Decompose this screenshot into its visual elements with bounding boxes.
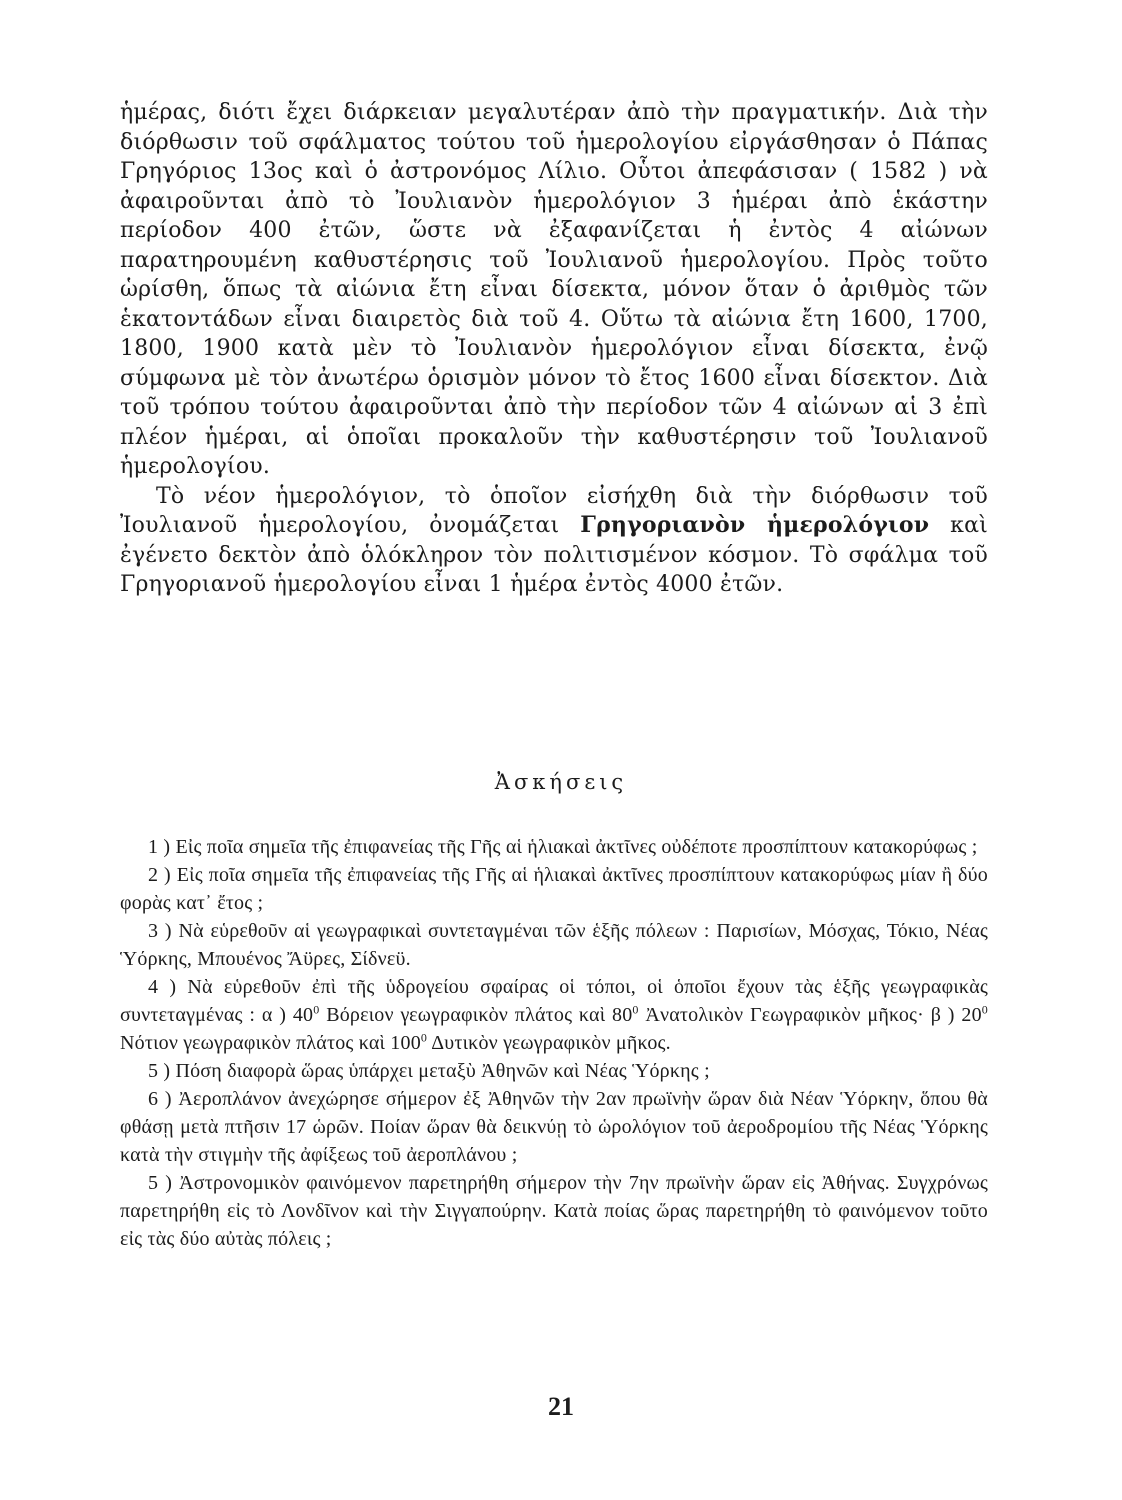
main-text <box>120 98 988 600</box>
exercises-list <box>120 833 988 1253</box>
exercise-item: 5 ) Πόση διαφορὰ ὥρας ὑπάρχει μεταξὺ Ἀθηνῶν καὶ Νέας Ὑόρκης ; <box>148 1060 710 1082</box>
exercise-text: Ἀνατολικὸν Γεωγραφικὸν μῆκος· β ) 20 <box>638 1004 982 1026</box>
degree-sign: 0 <box>420 1030 428 1045</box>
exercise-item: 6 ) Ἀεροπλάνον ἀνεχώρησε σήμερον ἐξ Ἀθηνῶν τὴν 2αν πρωϊνὴν ὥραν διὰ Νέαν Ὑόρκην, ὅπου θὰ φθάσῃ μετὰ πτῆσιν 17 ὡρῶν. Ποίαν ὥραν θὰ δεικνύῃ τὸ ὡρολόγιον τοῦ ἀεροδρομίου τῆς Νέας Ὑόρκης κατὰ τὴν στιγμὴν τῆς ἀφίξεως τοῦ ἀεροπλάνου ; <box>120 1088 988 1166</box>
exercise-text: Βόρειον γεωγραφικὸν πλάτος καὶ 80 <box>319 1004 633 1026</box>
exercise-text: 4 ) Νὰ εὑρεθοῦν ἐπὶ τῆς ὑδρογείου σφαίρας οἱ τόποι, οἱ ὁποῖοι ἔχουν τὰς ἑξῆς γεωγραφικὰς συντεταγμένας : α ) 40 <box>120 976 988 1026</box>
exercises-heading: Ἀσκήσεις <box>494 770 628 794</box>
exercise-item: 3 ) Νὰ εὑρεθοῦν αἱ γεωγραφικαὶ συντεταγμέναι τῶν ἑξῆς πόλεων : Παρισίων, Μόσχας, Τόκιο, Νέας Ὑόρκης, Μπουένος Ἄϋρες, Σίδνεϋ. <box>120 920 988 970</box>
paragraph-gregorian-calendar <box>120 482 988 600</box>
paragraph-text: Τὸ νέον ἡμερολόγιον, τὸ ὁποῖον εἰσήχθη διὰ τὴν διόρθωσιν τοῦ Ἰουλιανοῦ ἡμερολογίου, ὀνομάζεται <box>120 483 988 538</box>
exercise-item: 2 ) Εἰς ποῖα σημεῖα τῆς ἐπιφανείας τῆς Γῆς αἱ ἡλιακαὶ ἀκτῖνες προσπίπτουν κατακορύφως μίαν ἢ δύο φορὰς κατ᾽ ἔτος ; <box>120 864 988 914</box>
paragraph-julian-correction: ἡμέρας, διότι ἔχει διάρκειαν μεγαλυτέραν ἀπὸ τὴν πραγματικήν. Διὰ τὴν διόρθωσιν τοῦ σφάλματος τούτου τοῦ ἡμερολογίου εἰργάσθησαν ὁ Πάπας Γρηγόριος 13ος καὶ ὁ ἀστρονόμος Λίλιο. Οὗτοι ἀπεφάσισαν ( 1582 ) νὰ ἀφαιροῦνται ἀπὸ τὸ Ἰουλιανὸν ἡμερολόγιον 3 ἡμέραι ἀπὸ ἑκάστην περίοδον 400 ἐτῶν, ὥστε νὰ ἐξαφανίζεται ἡ ἐντὸς 4 αἰώνων παρατηρουμένη καθυστέρησις τοῦ Ἰουλιανοῦ ἡμερολογίου. Πρὸς τοῦτο ὡρίσθη, ὅπως τὰ αἰώνια ἔτη εἶναι δίσεκτα, μόνον ὅταν ὁ ἀριθμὸς τῶν ἑκατοντάδων εἶναι διαιρετὸς διὰ τοῦ 4. Οὕτω τὰ αἰώνια ἔτη 1600, 1700, 1800, 1900 κατὰ μὲν τὸ Ἰουλιανὸν ἡμερολόγιον εἶναι δίσεκτα, ἐνῷ σύμφωνα μὲ τὸν ἀνωτέρω ὁρισμὸν μόνον τὸ ἔτος 1600 εἶναι δίσεκτον. Διὰ τοῦ τρόπου τούτου ἀφαιροῦνται ἀπὸ τὴν περίοδον τῶν 4 αἰώνων αἱ 3 ἐπὶ πλέον ἡμέραι, αἱ ὁποῖαι προκαλοῦν τὴν καθυστέρησιν τοῦ Ἰουλιανοῦ ἡμερολογίου. <box>120 100 988 479</box>
degree-sign: 0 <box>981 1002 988 1017</box>
exercise-item <box>120 973 988 1057</box>
exercise-item: 1 ) Εἰς ποῖα σημεῖα τῆς ἐπιφανείας τῆς Γῆς αἱ ἡλιακαὶ ἀκτῖνες οὐδέποτε προσπίπτουν κατακορύφως ; <box>148 836 978 858</box>
degree-sign: 0 <box>632 1002 639 1017</box>
bold-term: Γρηγοριανὸν ἡμερολόγιον <box>580 512 930 538</box>
page-number: 21 <box>548 1392 574 1421</box>
degree-sign: 0 <box>313 1002 320 1017</box>
exercise-text: Δυτικὸν γεωγραφικὸν μῆκος. <box>427 1032 671 1054</box>
exercise-text: Νότιον γεωγραφικὸν πλάτος καὶ 100 <box>120 1032 421 1054</box>
paragraph-text: καὶ ἐγένετο δεκτὸν ἀπὸ ὁλόκληρον τὸν πολιτισμένον κόσμον. Τὸ σφάλμα τοῦ Γρηγοριανοῦ ἡμερολογίου εἶναι 1 ἡμέρα ἐντὸς 4000 ἐτῶν. <box>120 513 988 597</box>
exercise-item: 5 ) Ἀστρονομικὸν φαινόμενον παρετηρήθη σήμερον τὴν 7ην πρωϊνὴν ὥραν εἰς Ἀθήνας. Συγχρόνως παρετηρήθη εἰς τὸ Λονδῖνον καὶ τὴν Σιγγαπούρην. Κατὰ ποίας ὥρας παρετηρήθη τὸ φαινόμενον τοῦτο εἰς τὰς δύο αὐτὰς πόλεις ; <box>120 1172 988 1250</box>
